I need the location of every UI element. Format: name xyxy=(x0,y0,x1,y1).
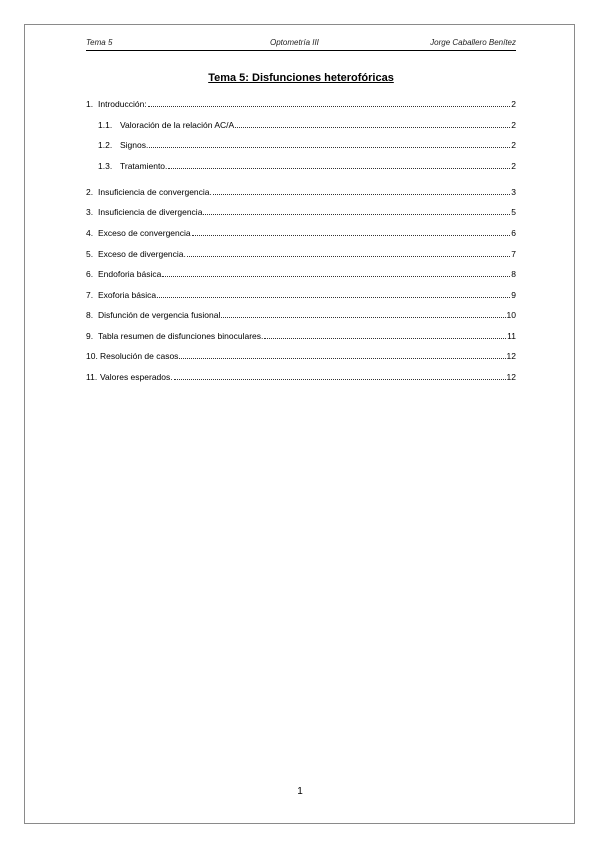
toc-entry-label: Insuficiencia de divergencia xyxy=(98,207,203,217)
toc-entry-page: 9 xyxy=(511,290,516,300)
toc-entry-number: 8. xyxy=(86,310,94,320)
toc-entry-number: 11. xyxy=(86,372,98,382)
toc-entry-page: 12 xyxy=(506,372,516,382)
toc-entry[interactable] xyxy=(86,290,516,302)
toc-leader-dots xyxy=(148,99,511,107)
toc-entry-number: 2. xyxy=(86,187,94,197)
toc-entry-label: Exceso de divergencia. xyxy=(98,249,186,259)
toc-entry-number: 3. xyxy=(86,207,94,217)
toc-entry-number: 7. xyxy=(86,290,94,300)
toc-entry-page: 2 xyxy=(511,140,516,150)
toc-entry-number: 4. xyxy=(86,228,94,238)
toc-entry-page: 5 xyxy=(511,207,516,217)
toc-entry-page: 3 xyxy=(511,187,516,197)
toc-leader-dots xyxy=(162,269,510,277)
toc-entry-page: 6 xyxy=(511,228,516,238)
toc-entry[interactable] xyxy=(98,161,516,173)
toc-entry-number: 6. xyxy=(86,269,94,279)
toc-entry-label: Signos. xyxy=(120,140,149,150)
toc-entry-label: Insuficiencia de convergencia. xyxy=(98,187,212,197)
header-author: Jorge Caballero Benítez xyxy=(430,38,516,47)
toc-entry[interactable] xyxy=(98,120,516,132)
toc-entry[interactable] xyxy=(86,99,516,111)
toc-entry-number: 1. xyxy=(86,99,94,109)
toc-leader-dots xyxy=(179,351,505,359)
header-course: Optometría III xyxy=(270,38,319,47)
toc-leader-dots xyxy=(187,249,510,257)
toc-entry[interactable] xyxy=(98,140,516,152)
toc-entry[interactable] xyxy=(86,310,516,322)
toc-entry[interactable] xyxy=(86,187,516,199)
toc-entry-page: 10 xyxy=(506,310,516,320)
toc-entry-page: 2 xyxy=(511,99,516,109)
toc-entry-number: 9. xyxy=(86,331,94,341)
toc-leader-dots xyxy=(264,331,506,339)
toc-entry-label: Disfunción de vergencia fusional xyxy=(98,310,221,320)
document-title: Tema 5: Disfunciones heterofóricas xyxy=(208,72,394,84)
toc-leader-dots xyxy=(203,207,510,215)
toc-entry-page: 8 xyxy=(511,269,516,279)
toc-entry-label: Endoforia básica xyxy=(98,269,162,279)
toc-entry-number: 1.2. xyxy=(98,140,113,150)
toc-leader-dots xyxy=(235,120,510,128)
toc-entry[interactable] xyxy=(86,372,516,384)
toc-entry-label: Tratamiento. xyxy=(120,161,168,171)
page-header xyxy=(86,36,516,51)
toc-entry-page: 2 xyxy=(511,120,516,130)
toc-entry-number: 1.1. xyxy=(98,120,113,130)
header-topic: Tema 5 xyxy=(86,38,113,47)
toc-entry[interactable] xyxy=(86,331,516,343)
toc-leader-dots xyxy=(174,372,506,380)
toc-entry[interactable] xyxy=(86,249,516,261)
toc-leader-dots xyxy=(157,290,510,298)
toc-entry-label: Valoración de la relación AC/A xyxy=(120,120,235,130)
toc-entry[interactable] xyxy=(86,351,516,363)
toc-entry-number: 10. xyxy=(86,351,98,361)
toc-entry-label: Valores esperados. xyxy=(100,372,173,382)
toc-leader-dots xyxy=(192,228,511,236)
page-number: 1 xyxy=(297,786,303,797)
toc-entry[interactable] xyxy=(86,269,516,281)
toc-leader-dots xyxy=(149,140,510,148)
toc-leader-dots xyxy=(168,161,510,169)
toc-entry-label: Resolución de casos xyxy=(100,351,179,361)
toc-entry-page: 11 xyxy=(507,331,516,341)
toc-entry-page: 2 xyxy=(511,161,516,171)
toc-entry-page: 12 xyxy=(506,351,516,361)
toc-leader-dots xyxy=(221,310,505,318)
toc-entry-label: Exceso de convergencia xyxy=(98,228,191,238)
toc-entry-number: 1.3. xyxy=(98,161,113,171)
toc-entry-page: 7 xyxy=(511,249,516,259)
toc-entry-number: 5. xyxy=(86,249,94,259)
toc-entry[interactable] xyxy=(86,207,516,219)
toc-entry-label: Exoforia básica xyxy=(98,290,157,300)
toc-entry-label: Tabla resumen de disfunciones binoculares. xyxy=(98,331,264,341)
toc-entry-label: Introducción: xyxy=(98,99,147,109)
toc-entry[interactable] xyxy=(86,228,516,240)
toc-leader-dots xyxy=(213,187,510,195)
